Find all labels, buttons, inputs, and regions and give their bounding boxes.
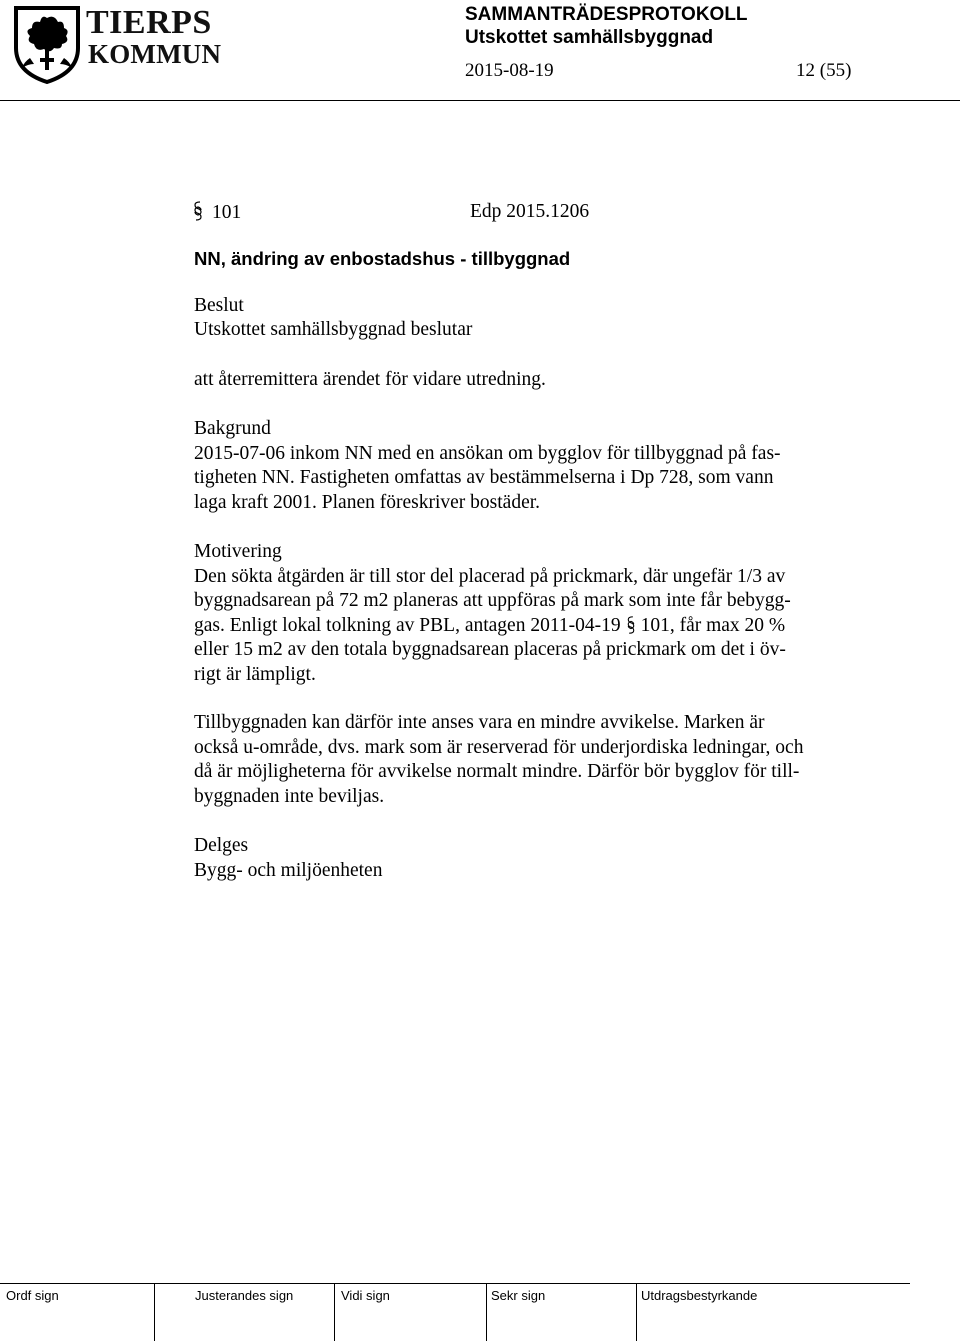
motivering-line: Tillbyggnaden kan därför inte anses vara en mindre avvikelse. Marken är <box>194 712 765 733</box>
delges-recipient: Bygg- och miljöenheten <box>194 859 383 881</box>
beslut-heading: Beslut <box>194 294 244 316</box>
signature-label: Vidi sign <box>341 1288 390 1303</box>
logo-line-1: TIERPS <box>86 4 212 41</box>
case-content <box>194 200 894 908</box>
document-title: SAMMANTRÄDESPROTOKOLL <box>465 4 748 25</box>
signature-cell-sekr[interactable] <box>486 1283 636 1341</box>
coat-of-arms-icon <box>12 4 82 84</box>
paragraph-sign-icon <box>627 615 635 635</box>
signature-label: Justerandes sign <box>195 1288 294 1303</box>
header-divider <box>0 100 960 101</box>
signature-label: Sekr sign <box>491 1288 546 1303</box>
committee-name: Utskottet samhällsbyggnad <box>465 27 714 48</box>
signature-cell-ordf[interactable] <box>0 1283 154 1341</box>
motivering-line <box>194 614 894 639</box>
motivering-line: Den sökta åtgärden är till stor del placerad på prickmark, där ungefär 1/3 av <box>194 565 786 587</box>
signature-footer <box>0 1283 910 1341</box>
bakgrund-line: tigheten NN. Fastigheten omfattas av bestämmelserna i Dp 728, som vann <box>194 467 774 488</box>
section-motivering <box>194 540 894 809</box>
signature-label: Utdragsbestyrkande <box>641 1288 758 1303</box>
signature-cell-vidi[interactable] <box>334 1283 486 1341</box>
case-id-row <box>194 200 894 228</box>
page-number: 12 (55) <box>796 60 852 81</box>
beslut-text-2: att återremittera ärendet för vidare utredning. <box>194 368 546 390</box>
signature-cell-justerande[interactable] <box>154 1283 334 1341</box>
beslut-text-1: Utskottet samhällsbyggnad beslutar <box>194 319 473 340</box>
bakgrund-line: 2015-07-06 inkom NN med en ansökan om bygglov för tillbyggnad på fas- <box>194 442 781 464</box>
bakgrund-heading: Bakgrund <box>194 418 271 439</box>
logo-line-2: KOMMUN <box>88 39 222 69</box>
section-beslut <box>194 294 894 393</box>
motivering-line-part: 101, får max 20 % <box>640 614 786 636</box>
section-delges <box>194 834 894 883</box>
municipality-logo <box>12 4 222 86</box>
case-number: 101 <box>212 202 242 223</box>
motivering-heading: Motivering <box>194 541 282 562</box>
motivering-line: också u-område, dvs. mark som är reserverad för underjordiska ledningar, och <box>194 736 804 758</box>
bakgrund-line: laga kraft 2001. Planen föreskriver bostäder. <box>194 491 541 513</box>
paragraph-sign-icon <box>194 200 202 222</box>
signature-label: Ordf sign <box>6 1288 59 1303</box>
signature-cell-utdrag[interactable] <box>636 1283 910 1341</box>
delges-heading: Delges <box>194 835 249 856</box>
meeting-date: 2015-08-19 <box>465 60 554 81</box>
motivering-line: byggnaden inte beviljas. <box>194 785 385 807</box>
case-reference: Edp 2015.1206 <box>470 201 590 222</box>
case-title: NN, ändring av enbostadshus - tillbyggnad <box>194 248 571 269</box>
motivering-line-part: gas. Enligt lokal tolkning av PBL, antagen 2011-04-19 <box>194 614 621 636</box>
motivering-line: byggnadsarean på 72 m2 planeras att uppföras på mark som inte får bebygg- <box>194 590 791 611</box>
motivering-line: rigt är lämpligt. <box>194 663 316 685</box>
document-header <box>465 4 945 50</box>
section-bakgrund <box>194 417 894 515</box>
motivering-line: då är möjligheterna för avvikelse normalt mindre. Därför bör bygglov för till- <box>194 761 800 782</box>
motivering-line: eller 15 m2 av den totala byggnadsarean placeras på prickmark om det i öv- <box>194 639 786 660</box>
